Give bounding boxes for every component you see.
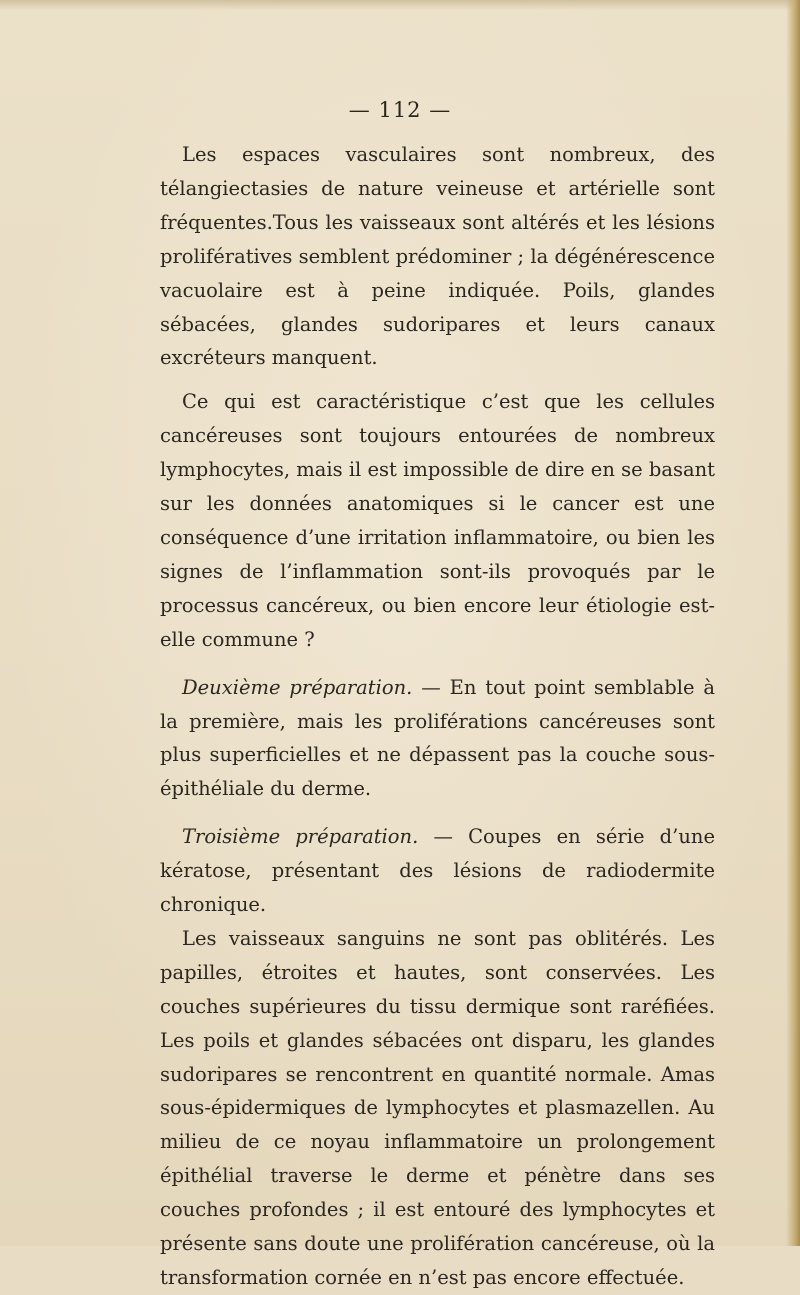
- page-number: — 112 —: [348, 98, 452, 122]
- paragraph-text: Ce qui est caractéristique c’est que les cellules cancéreuses sont toujours entourées de nombreux lymphocytes, mais il est impossible de dire en se basant sur les données anatomiques si le cancer est une conséquence d’une irritation inflammatoire, ou bien les signes de l’inflammation sont-ils provoqués par le processus cancéreux, ou bien encore leur étiologie est-elle commune ?: [160, 390, 715, 651]
- paragraph-third-preparation: [160, 820, 715, 922]
- paragraph-second-preparation: [160, 671, 715, 807]
- paragraph-vascular-spaces: [160, 138, 715, 375]
- paragraph-text: Les espaces vasculaires sont nombreux, des télangiectasies de nature veineuse et artérielle sont fréquentes.Tous les vaisseaux sont altérés et les lésions prolifératives semblent prédominer ; la dégénérescence vacuolaire est à peine indiquée. Poils, glandes sébacées, glandes sudoripares et leurs canaux excréteurs manquent.: [160, 143, 715, 370]
- paragraph-text: — Coupes en série d’une kératose, présentant des lésions de radiodermite chronique.: [160, 825, 716, 917]
- page-body: [160, 138, 715, 1295]
- paragraph-text: — En tout point semblable à la première, mais les proliférations cancéreuses sont plus superficielles et ne dépassent pas la couche sous-épithéliale du derme.: [160, 675, 715, 801]
- paragraph-blood-vessels: [160, 922, 715, 1295]
- page-edge-shadow: [786, 0, 800, 1246]
- paragraph-lymphocytes: [160, 385, 715, 656]
- paragraph-text: Les vaisseaux sanguins ne sont pas oblitérés. Les papilles, étroites et hautes, sont conservées. Les couches supérieures du tissu dermique sont raréfiées. Les poils et glandes sébacées ont disparu, les glandes sudoripares se rencontrent en quantité normale. Amas sous-épidermiques de lymphocytes et plasmazellen. Au milieu de ce noyau inflammatoire un prolongement épithélial traverse le derme et pénètre dans ses couches profondes ; il est entouré des lymphocytes et présente sans doute une prolifération cancéreuse, où la transformation cornée en n’est pas encore effectuée.: [160, 926, 715, 1289]
- section-lead-third-preparation: Troisième préparation.: [182, 825, 419, 849]
- page-top-shadow: [0, 0, 800, 10]
- section-lead-second-preparation: Deuxième préparation.: [182, 675, 413, 699]
